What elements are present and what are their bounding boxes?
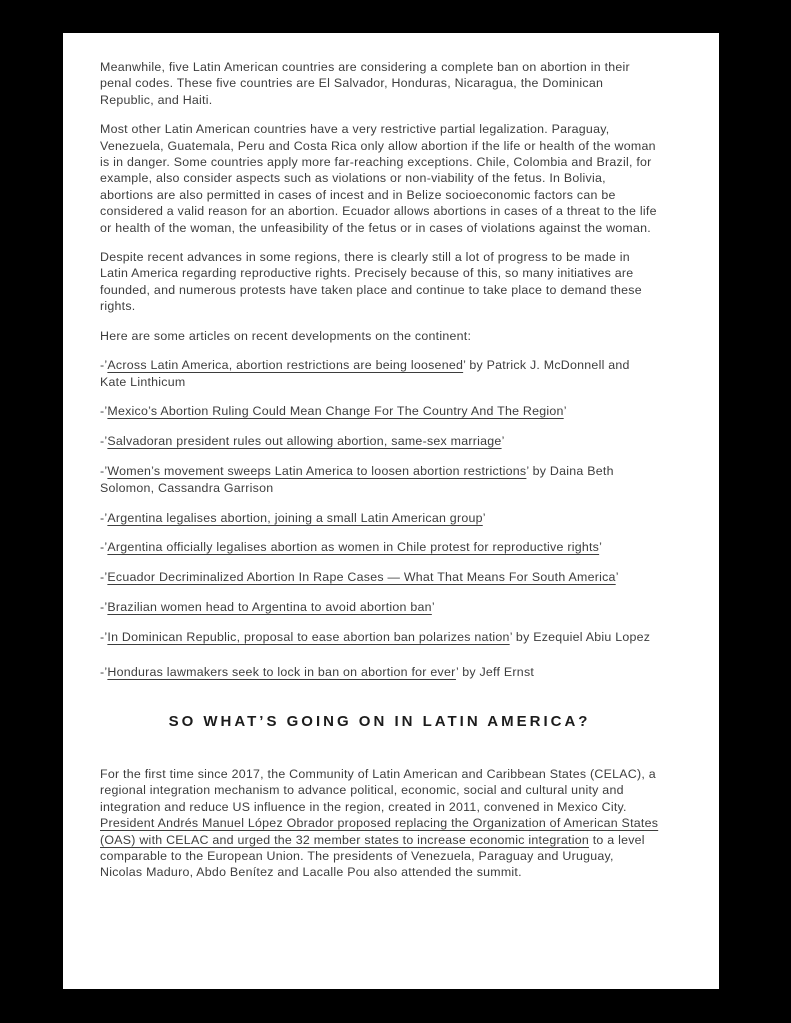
article-link[interactable]: Brazilian women head to Argentina to avoid abortion ban [107, 600, 432, 615]
article-item [100, 403, 659, 419]
article-link[interactable]: Mexico’s Abortion Ruling Could Mean Change For The Country And The Region [107, 404, 564, 419]
quote-prefix: -’ [100, 630, 108, 645]
quote-close: ’ [526, 464, 529, 479]
quote-prefix: -’ [100, 510, 108, 525]
article-item [100, 433, 659, 449]
article-list [100, 357, 659, 680]
article-item [100, 569, 659, 585]
article-link[interactable]: In Dominican Republic, proposal to ease abortion ban polarizes nation [107, 630, 510, 645]
article-link[interactable]: Ecuador Decriminalized Abortion In Rape Cases — What That Means For South America [107, 570, 616, 585]
quote-close: ’ [463, 358, 466, 373]
paragraph-complete-ban: Meanwhile, five Latin American countries are considering a complete ban on abortion in their penal codes. These five countries are El Salvador, Honduras, Nicaragua, the Dominican Republic, and Haiti. [100, 60, 630, 107]
quote-prefix: -’ [100, 664, 108, 679]
document-page [63, 33, 719, 989]
article-item [100, 664, 659, 680]
article-author: by Jeff Ernst [458, 664, 535, 679]
quote-prefix: -’ [100, 570, 108, 585]
article-item [100, 357, 659, 390]
article-link[interactable]: Argentina officially legalises abortion as women in Chile protest for reproductive rights [107, 540, 600, 555]
articles-intro: Here are some articles on recent developments on the continent: [100, 328, 472, 343]
quote-close: ’ [509, 630, 513, 645]
quote-prefix: -’ [100, 434, 108, 449]
section-heading: SO WHAT’S GOING ON IN LATIN AMERICA? [168, 712, 591, 730]
quote-prefix: -’ [100, 540, 108, 555]
article-link[interactable]: Honduras lawmakers seek to lock in ban on abortion for ever [107, 664, 456, 679]
quote-close: ’ [599, 540, 603, 555]
article-item [100, 463, 659, 496]
article-link[interactable]: Argentina legalises abortion, joining a small Latin American group [107, 510, 483, 525]
quote-close: ’ [431, 600, 435, 615]
article-link[interactable]: Salvadoran president rules out allowing abortion, same-sex marriage [107, 434, 502, 449]
article-item [100, 539, 659, 555]
paragraph-progress: Despite recent advances in some regions, there is clearly still a lot of progress to be made in Latin America regarding reproductive rights. Precisely because of this, so many initiatives are founded, and numerous protests have taken place and continue to take place to demand these rights. [100, 250, 642, 314]
article-author: by Daina Beth Solomon, Cassandra Garrison [100, 464, 614, 495]
quote-close: ’ [455, 664, 459, 679]
closing-paragraph [100, 766, 659, 881]
article-item [100, 599, 659, 615]
article-item [100, 510, 659, 526]
article-author: by Ezequiel Abiu Lopez [512, 630, 651, 645]
quote-close: ’ [501, 434, 505, 449]
quote-prefix: -’ [100, 404, 108, 419]
paragraph-partial-legalization: Most other Latin American countries have a very restrictive partial legalization. Paraguay, Venezuela, Guatemala, Peru and Costa Rica only allow abortion if the life or health of the woman is in danger. Some countries apply more far-reaching exceptions. Chile, Colombia and Brazil, for example, also consider aspects such as violations or non-viability of the fetus. In Bolivia, abortions are also permitted in cases of incest and in Belize socioeconomic factors can be considered a valid reason for an abortion. Ecuador allows abortions in cases of a threat to the life or health of the woman, the unfeasibility of the fetus or in cases of violations against the woman. [100, 122, 657, 235]
inline-link[interactable]: President Andrés Manuel López Obrador proposed replacing the Organization of American States (OAS) with CELAC and urged the 32 member states to increase economic integration [100, 816, 659, 847]
article-link[interactable]: Across Latin America, abortion restrictions are being loosened [107, 358, 464, 373]
quote-prefix: -’ [100, 358, 108, 373]
quote-prefix: -’ [100, 464, 108, 479]
quote-close: ’ [482, 510, 486, 525]
quote-prefix: -’ [100, 600, 108, 615]
quote-close: ’ [563, 404, 567, 419]
closing-text: For the first time since 2017, the Community of Latin American and Caribbean States (CELAC), a regional integration mechanism to advance political, economic, social and cultural unity and integration and reduce US influence in the region, created in 2011, convened in Mexico City. [100, 766, 656, 814]
article-link[interactable]: Women’s movement sweeps Latin America to loosen abortion restrictions [107, 464, 527, 479]
closing-text: to a level comparable to the European Union. The presidents of Venezuela, Paraguay and Uruguay, Nicolas Maduro, Abdo Benítez and Lacalle Pou also attended the summit. [100, 832, 645, 880]
quote-close: ’ [615, 570, 619, 585]
article-item [100, 629, 659, 645]
article-author: by Patrick J. McDonnell and Kate Linthicum [100, 358, 630, 389]
